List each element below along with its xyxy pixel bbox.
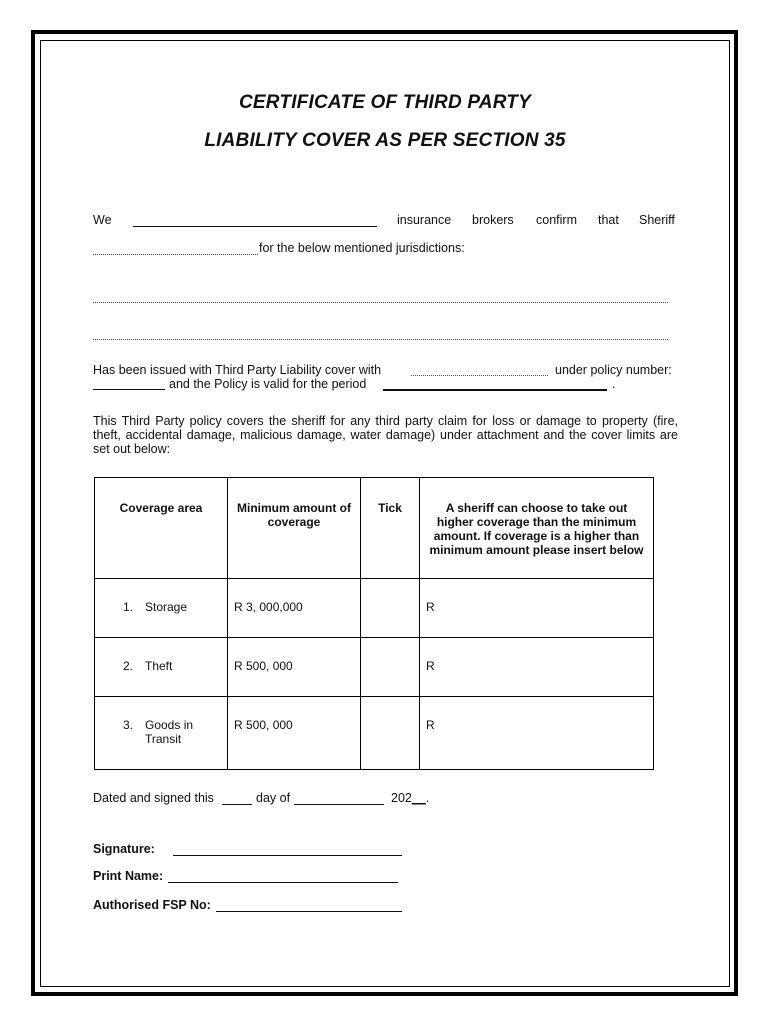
- signature-label: Signature:: [93, 842, 155, 856]
- coverage-table: [94, 477, 654, 770]
- item-number: 2.: [123, 659, 134, 673]
- header-coverage-area: Coverage area: [95, 478, 228, 579]
- intro-sheriff: Sheriff: [639, 213, 675, 227]
- sheriff-name-blank[interactable]: [93, 254, 258, 255]
- document-title-line-1: CERTIFICATE OF THIRD PARTY: [239, 92, 531, 113]
- header-higher-coverage: A sheriff can choose to take out higher coverage than the minimum amount. If coverage is a higher than minimum amount please insert below: [420, 478, 654, 579]
- dated-year: 202__.: [391, 791, 430, 805]
- insurer-blank[interactable]: [411, 375, 548, 376]
- issued-policy-number-label: under policy number:: [555, 363, 672, 377]
- intro-insurance: insurance: [397, 213, 452, 227]
- dated-day-of: day of: [256, 791, 291, 805]
- print-name-blank[interactable]: [168, 882, 398, 883]
- year-prefix: 202: [391, 791, 412, 805]
- issued-valid-label: and the Policy is valid for the period: [169, 377, 367, 391]
- intro-brokers: brokers: [472, 213, 514, 227]
- broker-name-blank[interactable]: [133, 226, 377, 227]
- table-row: [95, 579, 654, 638]
- item-area: Storage: [145, 600, 188, 614]
- minimum-amount-cell: R 500, 000: [228, 697, 361, 770]
- intro-confirm: confirm: [536, 213, 577, 227]
- document-title-line-2: LIABILITY COVER AS PER SECTION 35: [204, 130, 566, 151]
- table-row: [95, 638, 654, 697]
- coverage-area-cell: [95, 579, 228, 638]
- validity-period-blank[interactable]: [383, 389, 607, 391]
- jurisdiction-line-1[interactable]: [93, 302, 668, 303]
- intro-that: that: [598, 213, 619, 227]
- coverage-area-cell: [95, 638, 228, 697]
- tick-cell[interactable]: [361, 579, 420, 638]
- minimum-amount-cell: R 500, 000: [228, 638, 361, 697]
- jurisdiction-line-2[interactable]: [93, 339, 668, 340]
- item-number: 1.: [123, 600, 134, 614]
- tick-cell[interactable]: [361, 697, 420, 770]
- item-area: Theft: [145, 659, 173, 673]
- day-blank[interactable]: [222, 804, 252, 805]
- year-blank[interactable]: _: [411, 791, 419, 805]
- higher-amount-cell[interactable]: R: [420, 579, 654, 638]
- table-row: [95, 697, 654, 770]
- print-name-label: Print Name:: [93, 869, 164, 883]
- higher-amount-cell[interactable]: R: [420, 697, 654, 770]
- signature-blank[interactable]: [173, 855, 402, 856]
- minimum-amount-cell: R 3, 000,000: [228, 579, 361, 638]
- issued-prefix: Has been issued with Third Party Liability cover with: [93, 363, 382, 377]
- tick-cell[interactable]: [361, 638, 420, 697]
- item-area: Goods in Transit: [145, 718, 194, 746]
- dated-end: .: [425, 791, 430, 805]
- policy-number-blank[interactable]: [93, 389, 165, 390]
- item-number: 3.: [123, 718, 134, 732]
- higher-amount-cell[interactable]: R: [420, 638, 654, 697]
- coverage-area-cell: [95, 697, 228, 770]
- fsp-number-label: Authorised FSP No:: [93, 898, 211, 912]
- month-blank[interactable]: [294, 804, 384, 805]
- intro-we: We: [93, 213, 112, 227]
- issued-end: .: [612, 377, 616, 391]
- intro-jurisdictions: for the below mentioned jurisdictions:: [259, 241, 465, 255]
- table-header-row: [95, 478, 654, 579]
- header-minimum-amount: Minimum amount of coverage: [228, 478, 361, 579]
- dated-prefix: Dated and signed this: [93, 791, 214, 805]
- fsp-number-blank[interactable]: [216, 911, 402, 912]
- header-tick: Tick: [361, 478, 420, 579]
- coverage-paragraph: This Third Party policy covers the sheriff for any third party claim for loss or damage to property (fire, theft, accidental damage, malicious damage, water damage) under attachment and the cover limits are set out below:: [93, 414, 678, 456]
